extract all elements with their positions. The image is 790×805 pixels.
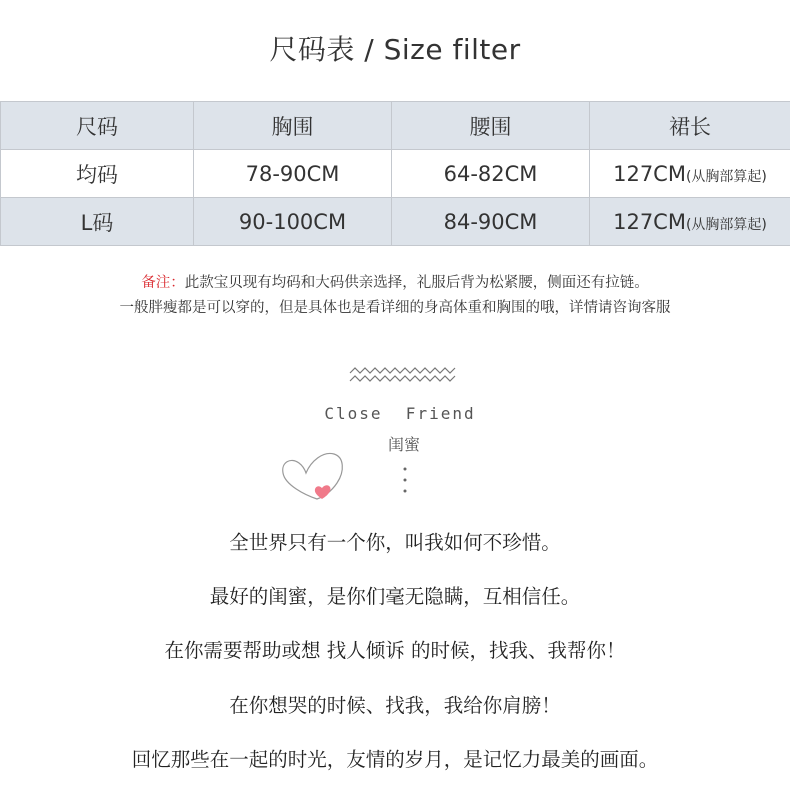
table-row [1, 150, 790, 198]
cell-size: 均码 [1, 150, 194, 198]
header-bust: 胸围 [194, 102, 392, 150]
notes-line-1 [0, 271, 790, 296]
cell-size: L码 [1, 198, 194, 246]
cell-bust: 90-100CM [194, 198, 392, 246]
cell-bust: 78-90CM [194, 150, 392, 198]
length-value: 127CM [613, 161, 686, 186]
notes-label: 备注： [141, 275, 185, 291]
header-length: 裙长 [590, 102, 790, 150]
cell-waist: 84-90CM [392, 198, 590, 246]
header-size: 尺码 [1, 102, 194, 150]
cell-length [590, 198, 790, 246]
heart-icon [277, 449, 357, 511]
notes-text-1: 此款宝贝现有均码和大码供亲选择，礼服后背为松紧腰，侧面还有拉链。 [184, 275, 649, 291]
length-note: (从胸部算起) [685, 168, 767, 185]
vertical-dots-icon [402, 466, 408, 496]
poem-line-1: 全世界只有一个你，叫我如何不珍惜。 [229, 531, 561, 554]
cell-waist: 64-82CM [392, 150, 590, 198]
notes [0, 271, 790, 321]
length-note: (从胸部算起) [685, 216, 767, 233]
table-row [1, 198, 790, 246]
poem-line-5: 回忆那些在一起的时光，友情的岁月，是记忆力最美的画面。 [131, 748, 659, 771]
page-title: 尺码表 / Size filter [269, 33, 521, 66]
poem-line-2: 最好的闺蜜，是你们毫无隐瞒，互相信任。 [209, 585, 581, 608]
notes-line-2: 一般胖瘦都是可以穿的，但是具体也是看详细的身高体重和胸围的哦，详情请咨询客服 [119, 300, 671, 316]
section-title-zh: 闺蜜 [387, 435, 420, 454]
cell-length [590, 150, 790, 198]
zigzag-decoration-icon [348, 367, 458, 385]
poem-line-3: 在你需要帮助或想 找人倾诉 的时候，找我、我帮你！ [164, 639, 626, 662]
size-table [0, 101, 790, 246]
poem-line-4: 在你想哭的时候、找我，我给你肩膀！ [229, 694, 561, 717]
table-header-row [1, 102, 790, 150]
section-title-en: Close Friend [324, 404, 476, 423]
length-value: 127CM [613, 209, 686, 234]
header-waist: 腰围 [392, 102, 590, 150]
